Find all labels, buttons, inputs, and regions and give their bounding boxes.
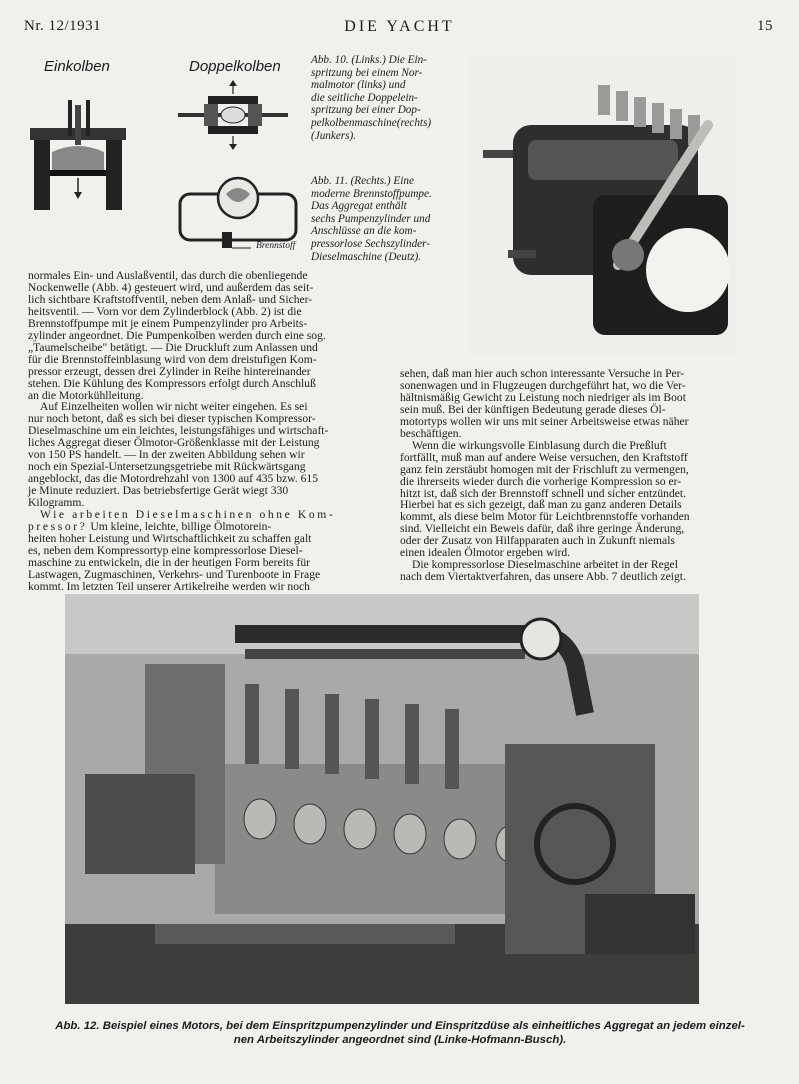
left-paragraph-3-heading: Wie arbeiten Dieselmaschinen ohne Kom- pressor? — [28, 508, 336, 534]
fig12-caption-line2: nen Arbeitszylinder angeordnet sind (Linke-Hofmann-Busch). — [233, 1033, 567, 1046]
fig12-caption-line1: Abb. 12. Beispiel eines Motors, bei dem Einspritzpumpenzylinder und Einspritzdüse als einheitliches Aggregat an jedem einzel- — [55, 1020, 745, 1032]
fig10-caption-text: Abb. 10. (Links.) Die Ein- spritzung bei einem Nor- malmotor (links) und die seitliche Doppelein- spritzung bei einer Dop- pelkolbenmaschine(rechts) (Junkers). — [311, 54, 432, 142]
left-paragraph-2: Auf Einzelheiten wollen wir nicht weiter eingehen. Es sei nur noch betont, daß es sich bei dieser typischen Kompressor- Dieselmaschine um ein leichtes, leistungsfähiges und wirtschaft- liches Aggregat dieser Ölmotor-Größenklasse mit der Leistung von 150 PS handelt. — In der zweiten Abbildung sehen wir noch ein Spezial-Untersetzungsgetriebe mit Rückwärtsgang angeblockt, das die Motordrehzahl von 1300 auf 435 bzw. 615 je Minute reduziert. Das betriebsfertige Gerät wiegt 330 Kilogramm. — [28, 400, 329, 510]
single-piston-diagram — [28, 100, 128, 215]
left-column-text — [28, 270, 367, 593]
engine-illustration — [65, 594, 699, 1004]
engine-photo — [65, 594, 699, 1004]
magazine-title: DIE YACHT — [344, 18, 455, 35]
issue-number: Nr. 12/1931 — [24, 18, 102, 34]
fig10-caption — [311, 54, 445, 142]
right-paragraph-3: Die kompressorlose Dieselmaschine arbeitet in der Regel nach dem Viertaktverfahren, das unsere Abb. 7 deutlich zeigt. — [400, 558, 686, 584]
fig10-label-left: Einkolben — [44, 58, 110, 75]
fig11-caption-text: Abb. 11. (Rechts.) Eine moderne Brennstoffpumpe. Das Aggregat enthält sechs Pumpenzylinder und Anschlüsse an die kom- pressorlose Sechszylinder- Dieselmaschine (Deutz). — [311, 175, 432, 263]
right-paragraph-2: Wenn die wirkungsvolle Einblasung durch die Preßluft fortfällt, muß man auf andere Weise versuchen, den Kraftstoff ganz fein zerstäubt homogen mit der Frischluft zu vermengen, die ihrerseits wieder durch die vorherige Kompression so er- hitzt ist, daß sich der Brennstoff schnell und sicher entzündet. Hierbei hat es sich gezeigt, daß man zu ganz anderen Details kommt, als diese beim Motor für Leichtbrennstoffe vorhanden sind. Vielleicht ein Beweis dafür, daß ihre geringe Änderung, oder der Zusatz von Hilfapparaten auch in Zukunft niemals einen idealen Ölmotor ergeben wird. — [400, 438, 690, 560]
fig10-label-right: Doppelkolben — [189, 58, 281, 75]
fig11-caption — [311, 175, 445, 263]
right-column-text — [400, 368, 739, 583]
double-piston-diagram — [178, 80, 288, 150]
page-number: 15 — [757, 18, 773, 34]
fuel-pump-illustration — [468, 55, 736, 355]
left-paragraph-3-body: Um kleine, leichte, billige Ölmotorein- heiten hoher Leistung und Wirtschaftlichkeit zu schaffen galt es, neben dem Kompressortyp eine kompressorlose Diesel- maschine zu entwickeln, die in der heutigen Form bereits für Lastwagen, Zugmaschinen, Verkehrs- und Turenboote in Frage kommt. Im letzten Teil unserer Artikelreihe werden wir noch — [28, 520, 321, 593]
left-paragraph-1: normales Ein- und Auslaßventil, das durch die obenliegende Nockenwelle (Abb. 4) gesteuert wird, und außerdem das seit- lich sichtbare Kraftstoffventil, neben dem Anlaß- und Sicher- heitsventil. — Vorn vor dem Zylinderblock (Abb. 2) ist die Brennstoffpumpe mit je einem Pumpenzylinder pro Arbeits- zylinder angeordnet. Die Pumpenkolben werden durch eine sog. „Taumelscheibe" betätigt. — Die Druckluft zum Anlassen und für die Brennstoffeinblasung wird von dem dreistufigen Kom- pressor erzeugt, dessen drei Zylinder in Reihe hintereinander stehen. Die Kühlung des Kompressors erfolgt durch Anschluß an die Motorkühlleitung. — [28, 269, 326, 402]
fuel-pump-photo — [468, 55, 736, 355]
left-paragraph-3 — [28, 509, 367, 593]
fig12-caption — [20, 1020, 780, 1047]
right-paragraph-1: sehen, daß man hier auch schon interessante Versuche in Per- sonenwagen und in Flugzeugen durchgeführt hat, wo die Ver- hältnismäßig Gewicht zu Leistung noch niedriger als im Boot sein muß. Bei der künftigen Bedeutung gerade dieses Öl- motortyps wollen wir uns mit seiner Arbeitsweise etwas näher beschäftigen. — [400, 367, 689, 440]
fuel-label: Brennstoff — [256, 241, 296, 251]
